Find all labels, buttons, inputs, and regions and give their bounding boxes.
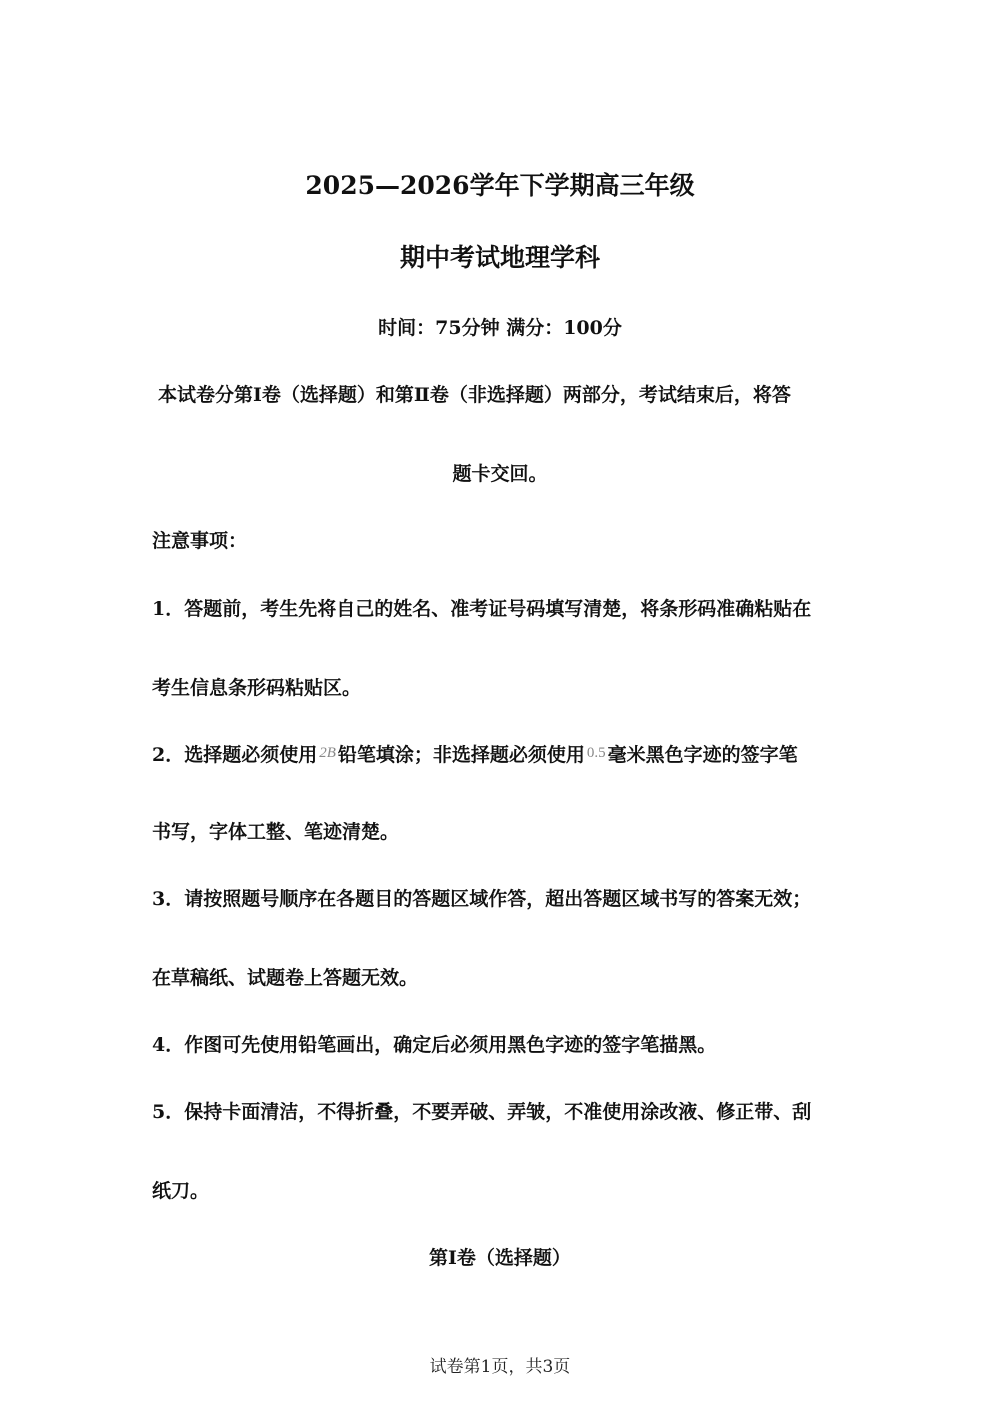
notes-heading: 注意事项： xyxy=(152,530,248,552)
note-2-math-pencil: 2B xyxy=(319,745,336,761)
note-3-line-1: 3．请按照题号顺序在各题目的答题区域作答，超出答题区域书写的答案无效； xyxy=(152,888,812,910)
note-1-line-2: 考生信息条形码粘贴区。 xyxy=(152,677,362,699)
exam-info: 时间：75分钟 满分：100分 xyxy=(378,317,622,339)
intro-line-1: 本试卷分第Ⅰ卷（选择题）和第Ⅱ卷（非选择题）两部分，考试结束后，将答 xyxy=(158,384,791,406)
note-2-line-1 xyxy=(152,743,848,769)
note-4-line-1: 4．作图可先使用铅笔画出，确定后必须用黑色字迹的签字笔描黑。 xyxy=(152,1034,717,1056)
intro-line-2: 题卡交回。 xyxy=(452,463,548,485)
note-2-text-a: 2．选择题必须使用 xyxy=(152,744,318,766)
note-2-text-b: 铅笔填涂；非选择题必须使用 xyxy=(337,744,585,766)
note-2-text-c: 毫米黑色字迹的签字笔 xyxy=(607,744,798,766)
note-5-line-2: 纸刀。 xyxy=(152,1180,210,1202)
page-footer: 试卷第1页，共3页 xyxy=(429,1357,571,1377)
note-2-math-mm: 0.5 xyxy=(586,745,606,761)
note-5-line-1: 5．保持卡面清洁，不得折叠，不要弄破、弄皱，不准使用涂改液、修正带、刮 xyxy=(152,1101,812,1123)
note-3-line-2: 在草稿纸、试题卷上答题无效。 xyxy=(152,967,419,989)
note-2-line-2: 书写，字体工整、笔迹清楚。 xyxy=(152,821,400,843)
page-title-line1: 2025—2026学年下学期高三年级 xyxy=(305,171,695,200)
note-1-line-1: 1．答题前，考生先将自己的姓名、准考证号码填写清楚，将条形码准确粘贴在 xyxy=(152,598,812,620)
section-title: 第Ⅰ卷（选择题） xyxy=(429,1247,571,1269)
page-title-line2: 期中考试地理学科 xyxy=(399,243,600,272)
